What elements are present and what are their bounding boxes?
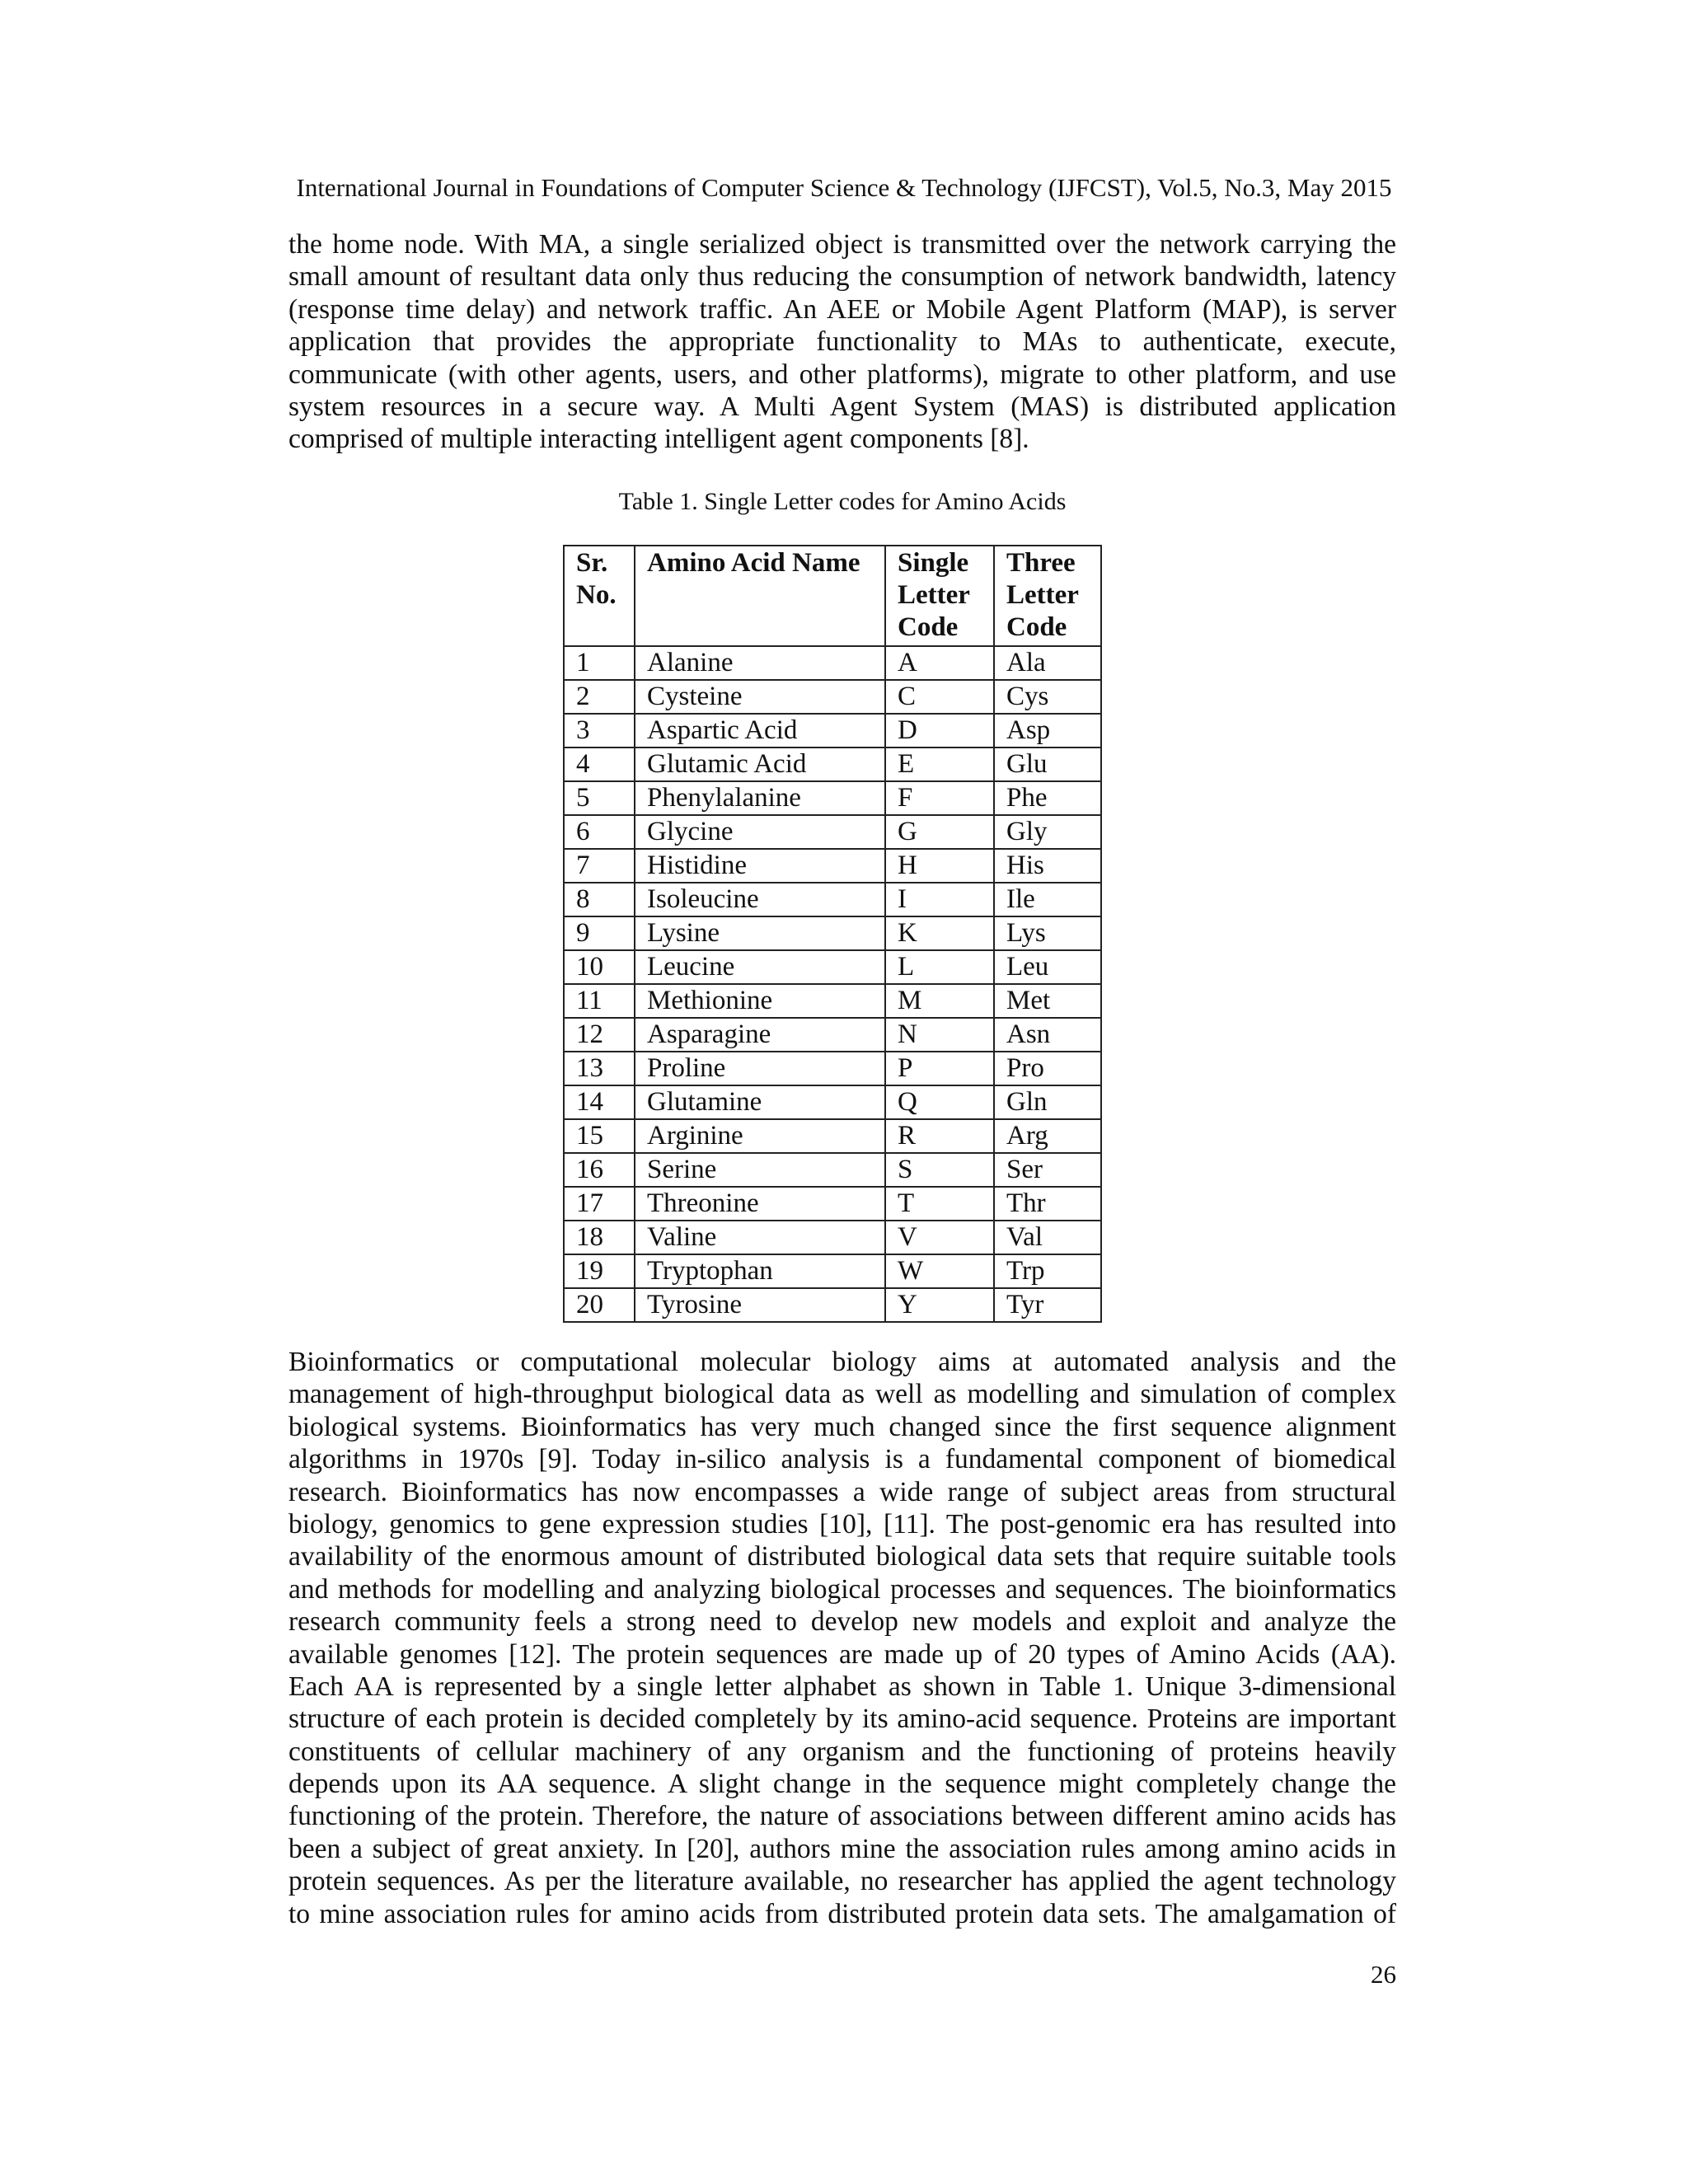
- paragraph-line: biological systems. Bioinformatics has very much changed since the first sequence alignment: [288, 1411, 1396, 1442]
- cell-single-letter-code: S: [885, 1153, 994, 1187]
- header-word: Code: [898, 612, 959, 642]
- header-word: Code: [1006, 612, 1067, 642]
- cell-three-letter-code: Cys: [994, 680, 1101, 714]
- header-word: Letter: [1006, 580, 1079, 610]
- cell-sr-no: 20: [564, 1288, 635, 1322]
- table-row: [564, 1085, 1101, 1119]
- cell-sr-no: 10: [564, 950, 635, 984]
- intro-paragraph: [288, 228, 1396, 456]
- cell-amino-acid-name: Isoleucine: [635, 883, 885, 916]
- paragraph-line: constituents of cellular machinery of any organism and the functioning of proteins heavily: [288, 1736, 1396, 1767]
- cell-amino-acid-name: Glycine: [635, 815, 885, 849]
- cell-single-letter-code: F: [885, 781, 994, 815]
- cell-three-letter-code: Thr: [994, 1187, 1101, 1221]
- cell-single-letter-code: K: [885, 916, 994, 950]
- table-row: [564, 849, 1101, 883]
- cell-sr-no: 2: [564, 680, 635, 714]
- cell-amino-acid-name: Tryptophan: [635, 1254, 885, 1288]
- paragraph-line: functioning of the protein. Therefore, the nature of associations between different amino acids has: [288, 1801, 1396, 1832]
- paragraph-line: availability of the enormous amount of distributed biological data sets that require suitable tools: [288, 1541, 1396, 1572]
- table-row: [564, 714, 1101, 748]
- header-word: Amino Acid Name: [647, 548, 860, 578]
- cell-amino-acid-name: Cysteine: [635, 680, 885, 714]
- cell-amino-acid-name: Methionine: [635, 984, 885, 1018]
- cell-amino-acid-name: Glutamine: [635, 1085, 885, 1119]
- paragraph-line: management of high-throughput biological data as well as modelling and simulation of complex: [288, 1379, 1396, 1410]
- running-header: International Journal in Foundations of Computer Science & Technology (IJFCST), Vol.5, No.3, May 2015: [296, 173, 1392, 202]
- paragraph-line: Bioinformatics or computational molecular biology aims at automated analysis and the: [288, 1347, 1396, 1377]
- header-word: Letter: [898, 580, 970, 610]
- cell-amino-acid-name: Proline: [635, 1052, 885, 1085]
- cell-three-letter-code: Met: [994, 984, 1101, 1018]
- cell-sr-no: 11: [564, 984, 635, 1018]
- header-amino-acid-name: [635, 546, 885, 646]
- cell-single-letter-code: D: [885, 714, 994, 748]
- cell-amino-acid-name: Serine: [635, 1153, 885, 1187]
- table-row: [564, 1288, 1101, 1322]
- paragraph-line: application that provides the appropriate functionality to MAs to authenticate, execute,: [288, 326, 1396, 358]
- cell-amino-acid-name: Aspartic Acid: [635, 714, 885, 748]
- cell-three-letter-code: Gln: [994, 1085, 1101, 1119]
- cell-three-letter-code: Leu: [994, 950, 1101, 984]
- cell-amino-acid-name: Tyrosine: [635, 1288, 885, 1322]
- table-header-row: [564, 546, 1101, 646]
- cell-three-letter-code: Ile: [994, 883, 1101, 916]
- cell-sr-no: 1: [564, 646, 635, 680]
- paragraph-line: research community feels a strong need to develop new models and exploit and analyze the: [288, 1606, 1396, 1638]
- cell-sr-no: 5: [564, 781, 635, 815]
- table-row: [564, 748, 1101, 781]
- cell-single-letter-code: I: [885, 883, 994, 916]
- cell-single-letter-code: L: [885, 950, 994, 984]
- table-row: [564, 1052, 1101, 1085]
- cell-three-letter-code: Phe: [994, 781, 1101, 815]
- header-word: Single: [898, 548, 969, 578]
- cell-single-letter-code: T: [885, 1187, 994, 1221]
- cell-three-letter-code: Asp: [994, 714, 1101, 748]
- header-word: No.: [576, 580, 617, 610]
- cell-three-letter-code: Gly: [994, 815, 1101, 849]
- table-row: [564, 916, 1101, 950]
- cell-single-letter-code: P: [885, 1052, 994, 1085]
- cell-amino-acid-name: Alanine: [635, 646, 885, 680]
- cell-single-letter-code: Y: [885, 1288, 994, 1322]
- cell-sr-no: 12: [564, 1018, 635, 1052]
- cell-three-letter-code: Ala: [994, 646, 1101, 680]
- bioinformatics-paragraph: [288, 1346, 1396, 1930]
- paragraph-line: been a subject of great anxiety. In [20], authors mine the association rules among amino acids in: [288, 1833, 1396, 1864]
- paragraph-line: the home node. With MA, a single serialized object is transmitted over the network carrying the: [288, 229, 1396, 260]
- paragraph-line: comprised of multiple interacting intelligent agent components [8].: [288, 424, 1029, 455]
- cell-single-letter-code: V: [885, 1221, 994, 1254]
- cell-single-letter-code: W: [885, 1254, 994, 1288]
- header-three-letter-code: [994, 546, 1101, 646]
- cell-sr-no: 7: [564, 849, 635, 883]
- header-sr-no: [564, 546, 635, 646]
- cell-single-letter-code: N: [885, 1018, 994, 1052]
- cell-amino-acid-name: Glutamic Acid: [635, 748, 885, 781]
- cell-amino-acid-name: Asparagine: [635, 1018, 885, 1052]
- paragraph-line: algorithms in 1970s [9]. Today in-silico analysis is a fundamental component of biomedical: [288, 1444, 1396, 1475]
- cell-single-letter-code: C: [885, 680, 994, 714]
- cell-sr-no: 8: [564, 883, 635, 916]
- cell-sr-no: 18: [564, 1221, 635, 1254]
- paragraph-line: Each AA is represented by a single letter alphabet as shown in Table 1. Unique 3-dimensional: [288, 1671, 1396, 1702]
- header-word: Three: [1006, 548, 1076, 578]
- table-caption: Table 1. Single Letter codes for Amino Acids: [618, 488, 1067, 515]
- cell-sr-no: 13: [564, 1052, 635, 1085]
- cell-amino-acid-name: Leucine: [635, 950, 885, 984]
- table-row: [564, 781, 1101, 815]
- paragraph-line: structure of each protein is decided completely by its amino-acid sequence. Proteins are important: [288, 1704, 1396, 1735]
- cell-three-letter-code: Ser: [994, 1153, 1101, 1187]
- cell-sr-no: 14: [564, 1085, 635, 1119]
- cell-amino-acid-name: Lysine: [635, 916, 885, 950]
- paragraph-line: depends upon its AA sequence. A slight change in the sequence might completely change the: [288, 1769, 1396, 1800]
- cell-sr-no: 3: [564, 714, 635, 748]
- cell-single-letter-code: A: [885, 646, 994, 680]
- cell-sr-no: 17: [564, 1187, 635, 1221]
- paragraph-line: communicate (with other agents, users, and other platforms), migrate to other platform, and use: [288, 359, 1396, 390]
- cell-three-letter-code: Val: [994, 1221, 1101, 1254]
- cell-amino-acid-name: Phenylalanine: [635, 781, 885, 815]
- cell-three-letter-code: Arg: [994, 1119, 1101, 1153]
- table-row: [564, 1119, 1101, 1153]
- cell-single-letter-code: H: [885, 849, 994, 883]
- paragraph-line: research. Bioinformatics has now encompasses a wide range of subject areas from structural: [288, 1476, 1396, 1507]
- table-row: [564, 950, 1101, 984]
- cell-sr-no: 4: [564, 748, 635, 781]
- cell-single-letter-code: E: [885, 748, 994, 781]
- cell-amino-acid-name: Threonine: [635, 1187, 885, 1221]
- table-row: [564, 883, 1101, 916]
- table-row: [564, 815, 1101, 849]
- cell-three-letter-code: Tyr: [994, 1288, 1101, 1322]
- cell-amino-acid-name: Histidine: [635, 849, 885, 883]
- paragraph-line: protein sequences. As per the literature available, no researcher has applied the agent technology: [288, 1866, 1396, 1897]
- cell-three-letter-code: Lys: [994, 916, 1101, 950]
- cell-amino-acid-name: Valine: [635, 1221, 885, 1254]
- cell-three-letter-code: Asn: [994, 1018, 1101, 1052]
- header-word: Sr.: [576, 548, 608, 578]
- paragraph-line: system resources in a secure way. A Multi Agent System (MAS) is distributed application: [288, 391, 1396, 422]
- cell-single-letter-code: Q: [885, 1085, 994, 1119]
- cell-sr-no: 19: [564, 1254, 635, 1288]
- paragraph-line: (response time delay) and network traffic. An AEE or Mobile Agent Platform (MAP), is server: [288, 293, 1396, 325]
- cell-single-letter-code: R: [885, 1119, 994, 1153]
- table-row: [564, 1018, 1101, 1052]
- table-row: [564, 984, 1101, 1018]
- table-row: [564, 680, 1101, 714]
- cell-sr-no: 15: [564, 1119, 635, 1153]
- cell-sr-no: 6: [564, 815, 635, 849]
- table-row: [564, 646, 1101, 680]
- page-number: 26: [1371, 1960, 1396, 1989]
- table-row: [564, 1187, 1101, 1221]
- cell-single-letter-code: G: [885, 815, 994, 849]
- paragraph-line: small amount of resultant data only thus reducing the consumption of network bandwidth, latency: [288, 261, 1396, 293]
- cell-single-letter-code: M: [885, 984, 994, 1018]
- cell-three-letter-code: His: [994, 849, 1101, 883]
- table-body: [564, 646, 1101, 1322]
- cell-amino-acid-name: Arginine: [635, 1119, 885, 1153]
- cell-three-letter-code: Trp: [994, 1254, 1101, 1288]
- cell-sr-no: 9: [564, 916, 635, 950]
- paragraph-line: to mine association rules for amino acids from distributed protein data sets. The amalgamation of: [288, 1898, 1396, 1929]
- cell-three-letter-code: Pro: [994, 1052, 1101, 1085]
- paragraph-line: available genomes [12]. The protein sequences are made up of 20 types of Amino Acids (AA).: [288, 1638, 1396, 1670]
- table-row: [564, 1153, 1101, 1187]
- table-row: [564, 1221, 1101, 1254]
- table-row: [564, 1254, 1101, 1288]
- paragraph-line: and methods for modelling and analyzing biological processes and sequences. The bioinformatics: [288, 1573, 1396, 1605]
- cell-sr-no: 16: [564, 1153, 635, 1187]
- header-single-letter-code: [885, 546, 994, 646]
- amino-acid-table: [563, 545, 1102, 1323]
- paragraph-line: biology, genomics to gene expression studies [10], [11]. The post-genomic era has resulted into: [288, 1508, 1396, 1540]
- cell-three-letter-code: Glu: [994, 748, 1101, 781]
